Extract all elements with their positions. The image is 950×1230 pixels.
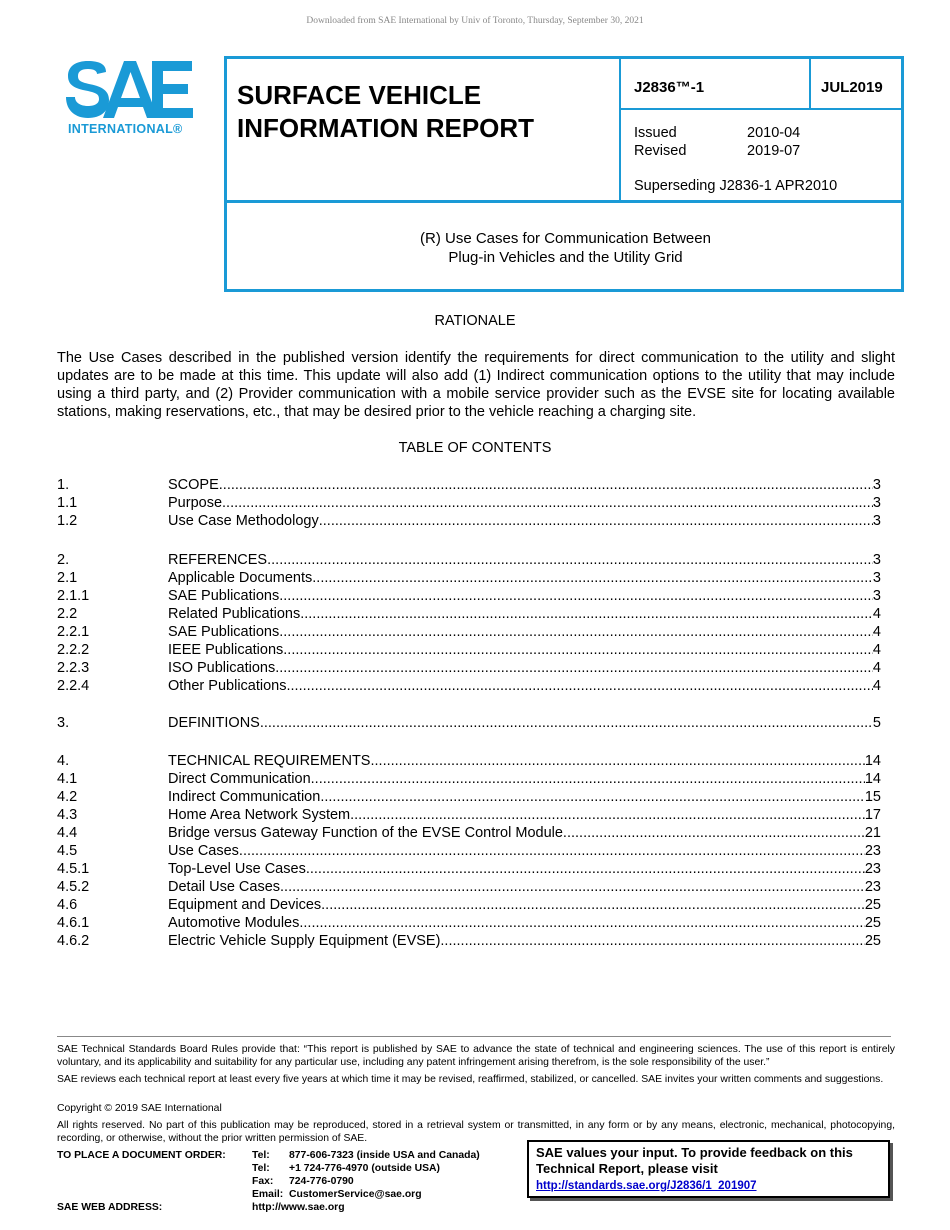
download-notice: Downloaded from SAE International by Univ of Toronto, Thursday, September 30, 2021: [306, 16, 644, 26]
toc-entry-page: 14: [864, 753, 881, 769]
toc-entry-number: 1.: [57, 477, 70, 493]
toc-entry: [57, 494, 881, 512]
order-email: CustomerService@sae.org: [289, 1189, 422, 1200]
toc-entry: [57, 914, 881, 932]
toc-entry-title: Purpose: [168, 495, 223, 511]
report-header-box: [224, 56, 904, 292]
toc-entry: [57, 896, 881, 914]
document-title: (R) Use Cases for Communication Between Plug-in Vehicles and the Utility Grid: [420, 230, 711, 266]
toc-entry-page: 3: [872, 477, 881, 493]
toc-entry: [57, 842, 881, 860]
toc-entry-title: SAE Publications: [168, 624, 280, 640]
toc-entry-page: 3: [872, 570, 881, 586]
toc-entry-page: 3: [872, 495, 881, 511]
toc-heading: TABLE OF CONTENTS: [398, 440, 552, 456]
toc-entry-title: Electric Vehicle Supply Equipment (EVSE): [168, 933, 441, 949]
toc-entry-title: Detail Use Cases: [168, 879, 281, 895]
toc-entry-number: 2.2: [57, 606, 78, 622]
toc-entry: [57, 677, 881, 695]
sae-logo-subtitle: INTERNATIONAL®: [68, 122, 183, 136]
toc-entry: [57, 788, 881, 806]
sae-logo-mark: [66, 60, 194, 120]
toc-entry-page: 3: [872, 552, 881, 568]
rationale-text: The Use Cases described in the published version identify the requirements for direct communication to the utility and slight updates are to be made at this time. This update will also add (1) Indirect communication options to the utility that may include using a third party, and (2) Provider communication with a mobile service provider such as the EVSE site for locating available stations, making reservations, etc., that may be desired prior to the vehicle reaching a charging site.: [57, 350, 895, 420]
toc-entry-title: Applicable Documents: [168, 570, 313, 586]
toc-entry-number: 2.1.1: [57, 588, 90, 604]
issue-dates: Issued 2010-04 Revised 2019-07: [634, 125, 801, 159]
toc-entry-page: 23: [864, 843, 881, 859]
toc-entry-title: ISO Publications: [168, 660, 276, 676]
toc-entry-page: 14: [864, 771, 881, 787]
order-tel-2: +1 724-776-4970 (outside USA): [289, 1163, 441, 1174]
toc-entry-title: Indirect Communication: [168, 789, 321, 805]
toc-entry-title: TECHNICAL REQUIREMENTS: [168, 753, 371, 769]
toc-entry-number: 4.5.2: [57, 879, 90, 895]
toc-entry: [57, 752, 881, 770]
toc-entry: [57, 932, 881, 950]
toc-entry-number: 4.5: [57, 843, 78, 859]
toc-entry-number: 4.1: [57, 771, 78, 787]
toc-entry-page: 17: [864, 807, 881, 823]
toc-entry-title: Direct Communication: [168, 771, 311, 787]
toc-entry-number: 4.5.1: [57, 861, 90, 877]
footer-copyright: Copyright © 2019 SAE International: [57, 1103, 222, 1114]
toc-entry-number: 3.: [57, 715, 70, 731]
document-number: J2836™-1: [634, 79, 705, 96]
toc-entry: [57, 641, 881, 659]
toc-entry-number: 2.2.1: [57, 624, 90, 640]
toc-entry-title: IEEE Publications: [168, 642, 284, 658]
toc-entry-title: Automotive Modules: [168, 915, 300, 931]
toc-entry-title: REFERENCES: [168, 552, 268, 568]
toc-entry-number: 1.1: [57, 495, 78, 511]
toc-entry-number: 2.: [57, 552, 70, 568]
web-address: http://www.sae.org: [252, 1202, 345, 1213]
toc-entry: [57, 551, 881, 569]
feedback-link[interactable]: http://standards.sae.org/J2836/1_201907: [536, 1180, 757, 1192]
toc-entry-page: 23: [864, 861, 881, 877]
toc-entry-title: Other Publications: [168, 678, 287, 694]
toc-entry-page: 4: [872, 678, 881, 694]
toc-entry-page: 3: [872, 513, 881, 529]
toc-entry: [57, 806, 881, 824]
feedback-box: SAE values your input. To provide feedback on this Technical Report, please visit http://standards.sae.org/J2836/1_201907: [527, 1140, 890, 1198]
toc-entry: [57, 860, 881, 878]
document-date: JUL2019: [821, 79, 883, 96]
toc-entry: [57, 512, 881, 530]
toc-entry-title: SAE Publications: [168, 588, 280, 604]
order-label: TO PLACE A DOCUMENT ORDER:: [57, 1150, 226, 1161]
toc-entry-page: 15: [864, 789, 881, 805]
toc-entry-page: 4: [872, 642, 881, 658]
toc-entry-title: Home Area Network System: [168, 807, 351, 823]
toc-entry-title: Bridge versus Gateway Function of the EVSE Control Module: [168, 825, 563, 841]
footer-divider: [57, 1036, 891, 1037]
toc-entry-number: 4.6.2: [57, 933, 90, 949]
toc-entry-number: 4.6: [57, 897, 78, 913]
toc-entry-page: 5: [872, 715, 881, 731]
toc-entry: [57, 878, 881, 896]
toc-entry: [57, 476, 881, 494]
toc-entry-page: 25: [864, 915, 881, 931]
order-fax: 724-776-0790: [289, 1176, 354, 1187]
web-label: SAE WEB ADDRESS:: [57, 1202, 163, 1213]
toc-entry-number: 2.2.3: [57, 660, 90, 676]
toc-entry-number: 2.1: [57, 570, 78, 586]
footer-rights: All rights reserved. No part of this publication may be reproduced, stored in a retrieval system or transmitted, in any form or by any means, electronic, mechanical, photocopying, recording, or otherwise, without the prior written permission of SAE.: [57, 1120, 895, 1144]
toc-entry: [57, 587, 881, 605]
toc-entry-number: 1.2: [57, 513, 78, 529]
toc-entry-page: 4: [872, 660, 881, 676]
toc-entry: [57, 770, 881, 788]
toc-entry: [57, 623, 881, 641]
toc-entry: [57, 824, 881, 842]
toc-entry-title: Top-Level Use Cases: [168, 861, 306, 877]
toc-entry-title: Use Cases: [168, 843, 239, 859]
toc-entry-title: Equipment and Devices: [168, 897, 322, 913]
toc-entry-page: 21: [864, 825, 881, 841]
toc-entry-page: 25: [864, 933, 881, 949]
report-type-title: SURFACE VEHICLE INFORMATION REPORT: [237, 80, 535, 143]
toc-entry: [57, 569, 881, 587]
toc-entry-number: 4.4: [57, 825, 78, 841]
toc-entry: [57, 605, 881, 623]
toc-entry-number: 2.2.4: [57, 678, 90, 694]
toc-entry-page: 23: [864, 879, 881, 895]
footer-review: SAE reviews each technical report at least every five years at which time it may be revised, reaffirmed, stabilized, or cancelled. SAE invites your written comments and suggestions.: [57, 1074, 884, 1085]
order-tel-1: 877-606-7323 (inside USA and Canada): [289, 1150, 480, 1161]
toc-entry-page: 3: [872, 588, 881, 604]
toc-entry-title: Use Case Methodology: [168, 513, 319, 529]
toc-entry-number: 2.2.2: [57, 642, 90, 658]
toc-entry-number: 4.3: [57, 807, 78, 823]
toc-entry-number: 4.: [57, 753, 70, 769]
toc-entry-title: SCOPE: [168, 477, 219, 493]
toc-entry-page: 25: [864, 897, 881, 913]
rationale-heading: RATIONALE: [434, 313, 516, 329]
toc-entry-title: Related Publications: [168, 606, 301, 622]
toc-entry-page: 4: [872, 606, 881, 622]
superseding-note: Superseding J2836-1 APR2010: [634, 178, 838, 194]
footer-rules: SAE Technical Standards Board Rules provide that: “This report is published by SAE to advance the state of technical and engineering sciences. The use of this report is entirely voluntary, and its applicability and suitability for any particular use, including any patent infringement arising therefrom, is the sole responsibility of the user.”: [57, 1044, 895, 1068]
toc-entry: [57, 714, 881, 732]
toc-entry-number: 4.2: [57, 789, 78, 805]
toc-entry-page: 4: [872, 624, 881, 640]
toc-entry-title: DEFINITIONS: [168, 715, 260, 731]
toc-entry: [57, 659, 881, 677]
toc-entry-number: 4.6.1: [57, 915, 90, 931]
